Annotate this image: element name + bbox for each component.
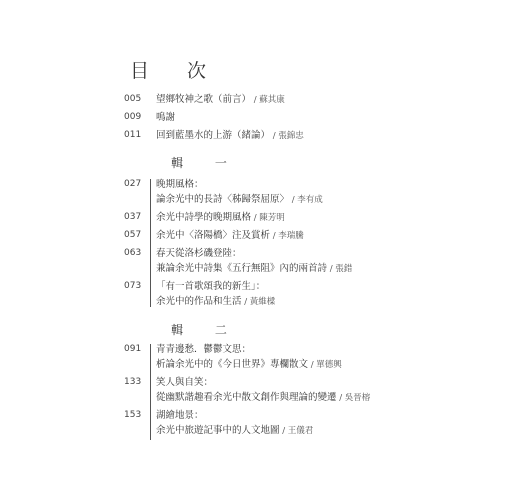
toc-entry[interactable] [124,92,304,108]
entry-author: / 陳芳明 [251,213,285,223]
entry-title: 余光中〈洛陽橋〉注及賞析 [156,230,271,241]
entry-title: 望鄉牧神之歌（前言） [156,94,252,105]
page-number: 153 [124,410,142,420]
toc-entry[interactable] [124,128,304,144]
entry-title: 「有一首歌頌我的新生」： [156,281,266,292]
toc-entry[interactable] [124,110,304,126]
entry-title: 春天從洛杉磯登陸： [156,248,242,259]
toc-entry[interactable] [124,375,454,406]
section-heading-2: 輯 二 [171,323,241,337]
page-number: 037 [124,212,142,222]
page-number: 011 [124,130,142,140]
entry-title: 湖繪地景： [156,410,204,421]
page-number: 027 [124,179,142,189]
toc-title: 目 次 [130,60,223,82]
toc-entry[interactable] [124,408,454,439]
page-number: 063 [124,248,142,258]
entry-author: / 張錦忠 [270,131,304,141]
page-number: 057 [124,230,142,240]
entry-subtitle: 析論余光中的《今日世界》專欄散文 [156,359,309,370]
entry-author: / 李瑞騰 [270,231,304,241]
toc-entry[interactable] [124,177,454,208]
entry-author: / 王儀君 [279,426,314,436]
section-heading-1: 輯 一 [171,156,241,170]
page-number: 005 [124,94,142,104]
vertical-rule [150,179,151,307]
entry-subtitle: 從幽默諧趣看余光中散文創作與理論的變遷 [156,392,337,403]
section-1-entries [124,177,454,310]
entry-author: / 黃維樑 [241,297,276,307]
entry-author: / 吳晉榕 [336,393,371,403]
entry-author: / 張錯 [327,264,353,274]
entry-title: 青青邊愁．鬱鬱文思： [156,344,252,355]
entry-title: 笑人與自笑： [156,377,214,388]
front-matter-list [124,92,304,146]
entry-subtitle: 論余光中的長詩〈秭歸祭屈原〉 [156,194,290,205]
toc-entry[interactable] [124,342,454,373]
section-2-entries [124,342,454,439]
entry-title: 晚期風格： [156,179,204,190]
toc-entry[interactable] [124,246,454,277]
entry-title: 回到藍墨水的上游（緒論） [156,130,271,141]
vertical-rule [150,344,151,440]
entry-title: 余光中詩學的晚期風格 [156,212,252,223]
entry-author: / 單德興 [308,360,342,370]
page-number: 073 [124,281,142,291]
page-number: 009 [124,112,142,122]
entry-subtitle: 兼論余光中詩集《五行無阻》內的兩首詩 [156,263,328,274]
entry-subtitle: 余光中旅遊記事中的人文地圖 [156,425,280,436]
entry-author: / 李有成 [289,195,323,205]
entry-title: 鳴謝 [156,112,176,123]
entry-subtitle: 余光中的作品和生活 [156,296,242,307]
toc-entry[interactable] [124,279,454,310]
toc-entry[interactable] [124,210,454,226]
page-number: 091 [124,344,142,354]
toc-entry[interactable] [124,228,454,244]
page-number: 133 [124,377,142,387]
entry-author: / 蘇其康 [251,95,285,105]
